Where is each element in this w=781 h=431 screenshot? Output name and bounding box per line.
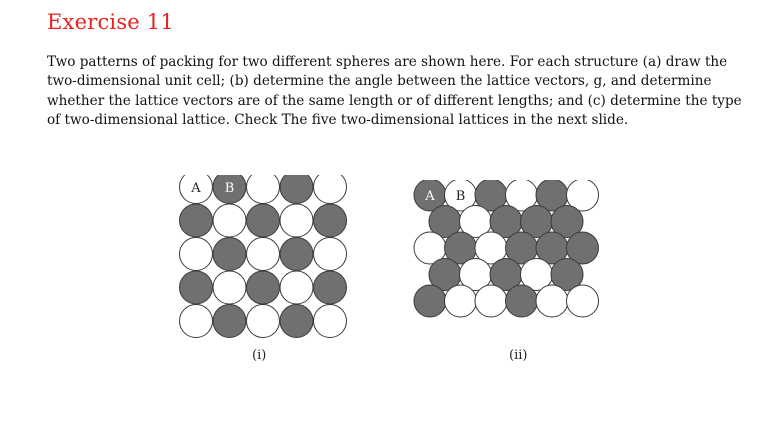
sphere-grey [506, 285, 538, 317]
sphere-label-b: B [224, 181, 235, 196]
sphere-grey [213, 305, 246, 338]
sphere-white [567, 285, 599, 317]
sphere-white [213, 271, 246, 304]
sphere-white [180, 305, 213, 338]
sphere-label-a: A [425, 189, 435, 204]
sphere-white [475, 285, 507, 317]
sphere-white [247, 305, 280, 338]
sphere-white [280, 271, 313, 304]
sphere-grey [247, 271, 280, 304]
sphere-grey [280, 238, 313, 271]
sphere-grey [180, 271, 213, 304]
sphere-white [314, 238, 347, 271]
sphere-white [213, 204, 246, 237]
sphere-grey [314, 204, 347, 237]
caption-ii: (ii) [509, 348, 528, 363]
sphere-white [536, 285, 568, 317]
sphere-grey [180, 204, 213, 237]
sphere-white [247, 175, 280, 204]
sphere-label-b: B [455, 189, 466, 204]
sphere-grey [414, 285, 446, 317]
sphere-grey [213, 238, 246, 271]
sphere-white [247, 238, 280, 271]
sphere-label-a: A [191, 181, 201, 196]
packing-diagram-ii [412, 180, 617, 330]
slide-title: Exercise 11 [47, 10, 174, 34]
sphere-grey [314, 271, 347, 304]
sphere-white [180, 238, 213, 271]
sphere-white [280, 204, 313, 237]
sphere-white [445, 285, 477, 317]
packing-diagram-i [178, 175, 348, 345]
sphere-grey [280, 305, 313, 338]
sphere-grey [280, 175, 313, 204]
sphere-white [314, 175, 347, 204]
sphere-white [314, 305, 347, 338]
caption-i: (i) [252, 348, 267, 363]
sphere-grey [247, 204, 280, 237]
exercise-text: Two patterns of packing for two different spheres are shown here. For each structure (a) draw the two-dimensional unit cell; (b) determine the angle between the lattice vectors, g, and determine whether the lattice vectors are of the same length or of different lengths; and (c) determine the type of two-dimensional lattice. Check The five two-dimensional lattices in the next slide. [47, 54, 742, 128]
